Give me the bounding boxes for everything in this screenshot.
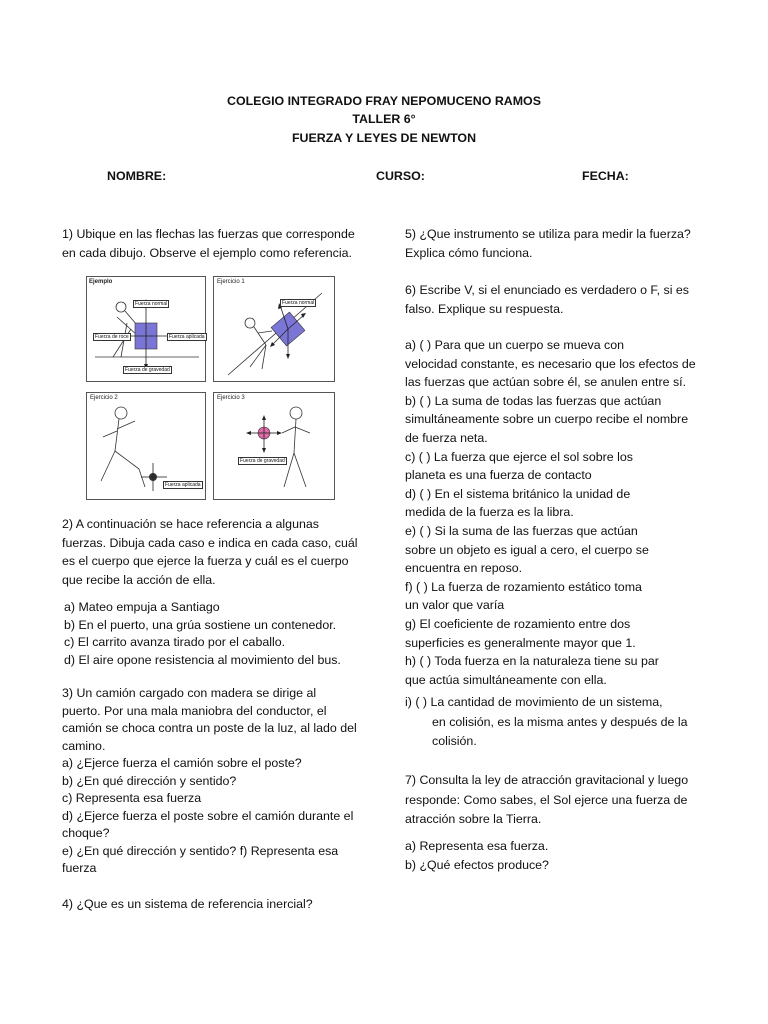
exercise-1-panel: [213, 276, 335, 382]
q6-item: g) El coeficiente de rozamiento entre dos: [405, 616, 631, 631]
exercise-1-tag: Fuerza normal: [282, 300, 315, 306]
q7-line: responde: Como sabes, el Sol ejerce una fuerza de: [405, 792, 688, 807]
q6-item: planeta es una fuerza de contacto: [405, 468, 592, 483]
q6-item: d) ( ) En el sistema británico la unidad de: [405, 486, 631, 501]
exercise-2-panel: [86, 392, 206, 500]
question-3: [62, 685, 357, 878]
q2-item: c) El carrito avanza tirado por el caballo.: [64, 635, 286, 649]
q6-item: que actúa simultáneamente con ella.: [405, 672, 607, 687]
q6-item-i-line: i) ( ) La cantidad de movimiento de un sistema,: [405, 695, 663, 709]
q3-line: 3) Un camión cargado con madera se dirige al: [62, 686, 317, 700]
q6-item: las fuerzas que actúan sobre él, se anulen entre sí.: [405, 375, 687, 390]
q6-item: superficies es generalmente mayor que 1.: [405, 635, 636, 650]
q6-item: sobre un objeto es igual a cero, el cuerpo se: [405, 542, 649, 557]
q6-item: velocidad constante, es necesario que los efectos de: [405, 356, 696, 371]
q2-line: 2) A continuación se hace referencia a algunas: [62, 517, 319, 531]
q3-line: c) Representa esa fuerza: [62, 791, 202, 805]
q6-item: medida de la fuerza es la libra.: [405, 505, 574, 520]
q7-line: atracción sobre la Tierra.: [405, 812, 542, 826]
q1-line: en cada dibujo. Observe el ejemplo como referencia.: [62, 245, 352, 260]
q7-item: a) Representa esa fuerza.: [405, 839, 549, 853]
q6-item-i-line: en colisión, es la misma antes y después de la: [432, 714, 688, 729]
q3-line: d) ¿Ejerce fuerza el poste sobre el camión durante el: [62, 808, 354, 823]
q5-line: 5) ¿Que instrumento se utiliza para medir la fuerza?: [405, 227, 691, 241]
exercise-3-drawing: [214, 393, 334, 499]
q6-item: e) ( ) Si la suma de las fuerzas que actúan: [405, 523, 638, 538]
q3-line: fuerza: [62, 861, 97, 875]
q6-item: c) ( ) La fuerza que ejerce el sol sobre los: [405, 449, 633, 464]
q3-line: camino.: [62, 738, 106, 753]
exercise-3-title: Ejercicio 3: [217, 395, 245, 401]
q2-item: d) El aire opone resistencia al movimiento del bus.: [64, 652, 341, 667]
q3-line: choque?: [62, 826, 110, 840]
exercise-1-title: Ejercicio 1: [217, 279, 245, 285]
q2-line: es el cuerpo que ejerce la fuerza y cuál es el cuerpo: [62, 554, 349, 568]
q2-line: fuerzas. Dibuja cada caso e indica en cada caso, cuál: [62, 535, 358, 550]
q3-line: e) ¿En qué dirección y sentido? f) Representa esa: [62, 843, 339, 858]
q3-line: puerto. Por una mala maniobra del conductor, el: [62, 703, 327, 718]
q6-line: 6) Escribe V, si el enunciado es verdadero o F, si es: [405, 283, 689, 297]
q6-item-i-line: colisión.: [432, 734, 477, 748]
exercise-2-title: Ejercicio 2: [90, 395, 118, 401]
weight-force-tag: Fuerza de gravedad: [125, 367, 170, 373]
question-7-items: [405, 837, 549, 875]
question-6-items: [405, 336, 696, 689]
question-1: [62, 225, 355, 262]
q6-item: simultáneamente sobre un cuerpo recibe el nombre: [405, 412, 689, 427]
name-label: NOMBRE:: [107, 169, 167, 183]
q5-line: Explica cómo funciona.: [405, 246, 533, 260]
question-4: 4) ¿Que es un sistema de referencia inercial?: [62, 897, 313, 911]
applied-force-tag: Fuerza aplicada: [169, 334, 205, 340]
q6-item: a) ( ) Para que un cuerpo se mueva con: [405, 338, 625, 352]
exercise-3-tag: Fuerza de gravedad: [240, 458, 285, 464]
q3-line: camión se choca contra un poste de la luz, al lado del: [62, 721, 357, 735]
q1-line: 1) Ubique en las flechas las fuerzas que corresponde: [62, 227, 355, 241]
question-6-item-i: [405, 693, 688, 752]
forces-figure: [86, 276, 336, 500]
q6-item: h) ( ) Toda fuerza en la naturaleza tiene su par: [405, 654, 659, 669]
topic-title: FUERZA Y LEYES DE NEWTON: [291, 131, 477, 145]
question-2: [62, 515, 358, 589]
q3-line: a) ¿Ejerce fuerza el camión sobre el poste?: [62, 756, 302, 770]
question-5: [405, 225, 691, 263]
friction-force-tag: Fuerza de roce: [95, 334, 129, 340]
example-title: Ejemplo: [89, 279, 113, 285]
q2-item: a) Mateo empuja a Santiago: [64, 600, 220, 614]
question-2-items: [64, 599, 341, 669]
q6-item: un valor que varía: [405, 598, 505, 613]
question-7: [405, 771, 688, 830]
q6-item: de fuerza neta.: [405, 430, 488, 445]
exercise-1-drawing: [214, 277, 334, 381]
q6-item: encuentra en reposo.: [405, 561, 523, 576]
q7-line: 7) Consulta la ley de atracción gravitacional y luego: [405, 773, 689, 787]
course-label: CURSO:: [376, 169, 425, 183]
question-6: [405, 281, 689, 319]
q6-line: falso. Explique su respuesta.: [405, 302, 564, 316]
q7-item: b) ¿Qué efectos produce?: [405, 858, 549, 872]
q3-line: b) ¿En qué dirección y sentido?: [62, 773, 237, 788]
exercise-2-tag: Fuerza aplicada: [165, 482, 201, 488]
q6-item: f) ( ) La fuerza de rozamiento estático toma: [405, 579, 642, 594]
workshop-title: TALLER 6°: [352, 112, 416, 126]
exercise-3-panel: [213, 392, 335, 500]
normal-force-tag: Fuerza normal: [135, 301, 168, 307]
example-panel: [86, 276, 206, 382]
q6-item: b) ( ) La suma de todas las fuerzas que actúan: [405, 393, 662, 408]
date-label: FECHA:: [582, 169, 629, 183]
q2-line: que recibe la acción de ella.: [62, 572, 216, 587]
q2-item: b) En el puerto, una grúa sostiene un contenedor.: [64, 617, 337, 632]
school-name: COLEGIO INTEGRADO FRAY NEPOMUCENO RAMOS: [227, 94, 541, 108]
